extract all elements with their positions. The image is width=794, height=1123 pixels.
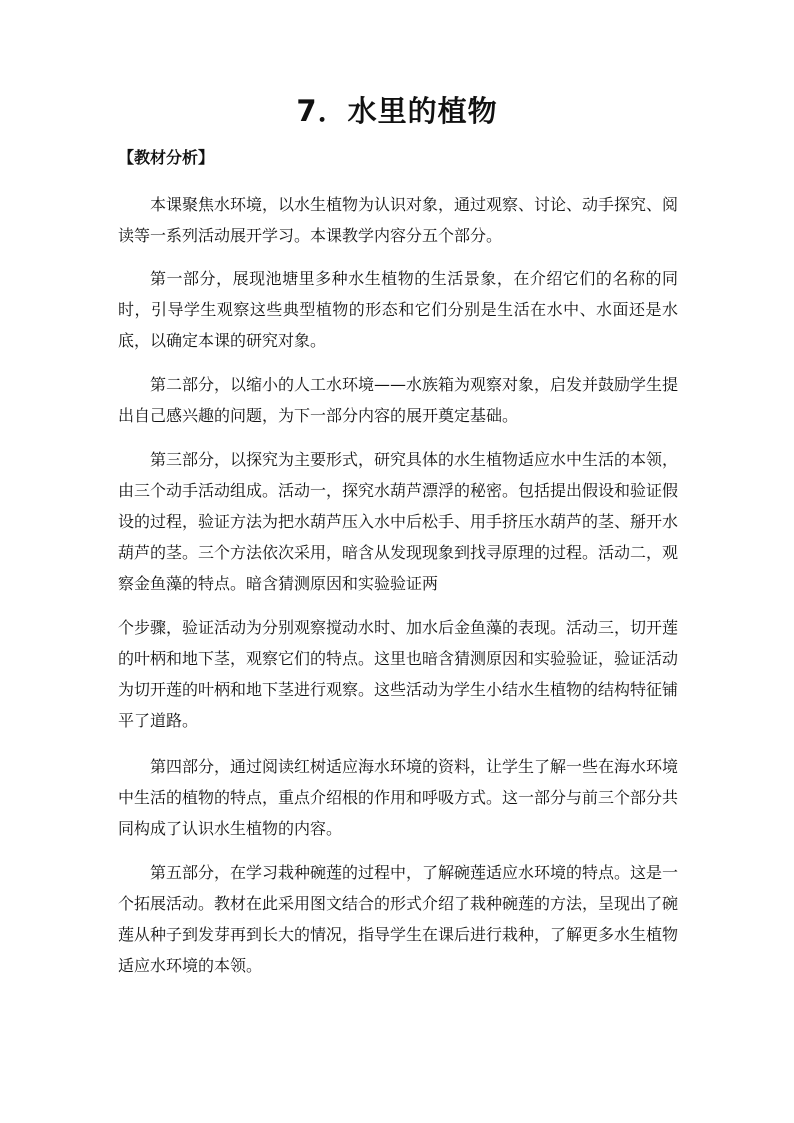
paragraph-2: 第一部分，展现池塘里多种水生植物的生活景象，在介绍它们的名称的同时，引导学生观察这些典型植物的形态和它们分别是生活在水中、水面还是水底，以确定本课的研究对象。 <box>118 269 678 350</box>
paragraph-3: 第二部分，以缩小的人工水环境——水族箱为观察对象，启发并鼓励学生提出自己感兴趣的问题，为下一部分内容的展开奠定基础。 <box>118 375 679 425</box>
paragraph-4-continued: 个步骤，验证活动为分别观察搅动水时、加水后金鱼藻的表现。活动三，切开莲的叶柄和地下茎，观察它们的特点。这里也暗含猜测原因和实验验证，验证活动为切开莲的叶柄和地下茎进行观察。这些活动为学生小结水生植物的结构特征铺平了道路。 <box>118 618 679 730</box>
paragraph-6: 第五部分，在学习栽种碗莲的过程中，了解碗莲适应水环境的特点。这是一个拓展活动。教材在此采用图文结合的形式介绍了栽种碗莲的方法，呈现出了碗莲从种子到发芽再到长大的情况，指导学生在课后进行栽种，了解更多水生植物适应水环境的本领。 <box>118 863 679 975</box>
paragraph-4: 第三部分，以探究为主要形式，研究具体的水生植物适应水中生活的本领，由三个动手活动组成。活动一，探究水葫芦漂浮的秘密。包括提出假设和验证假设的过程，验证方法为把水葫芦压入水中后松手、用手挤压水葫芦的茎、掰开水葫芦的茎。三个方法依次采用，暗含从发现现象到找寻原理的过程。活动二，观察金鱼藻的特点。暗含猜测原因和实验验证两 <box>118 450 679 593</box>
section-heading: 【教材分析】 <box>118 148 215 167</box>
page-title: 7．水里的植物 <box>296 94 498 128</box>
paragraph-1: 本课聚焦水环境，以水生植物为认识对象，通过观察、讨论、动手探究、阅读等一系列活动展开学习。本课教学内容分五个部分。 <box>118 195 679 245</box>
paragraph-5: 第四部分，通过阅读红树适应海水环境的资料，让学生了解一些在海水环境中生活的植物的特点，重点介绍根的作用和呼吸方式。这一部分与前三个部分共同构成了认识水生植物的内容。 <box>118 757 679 838</box>
